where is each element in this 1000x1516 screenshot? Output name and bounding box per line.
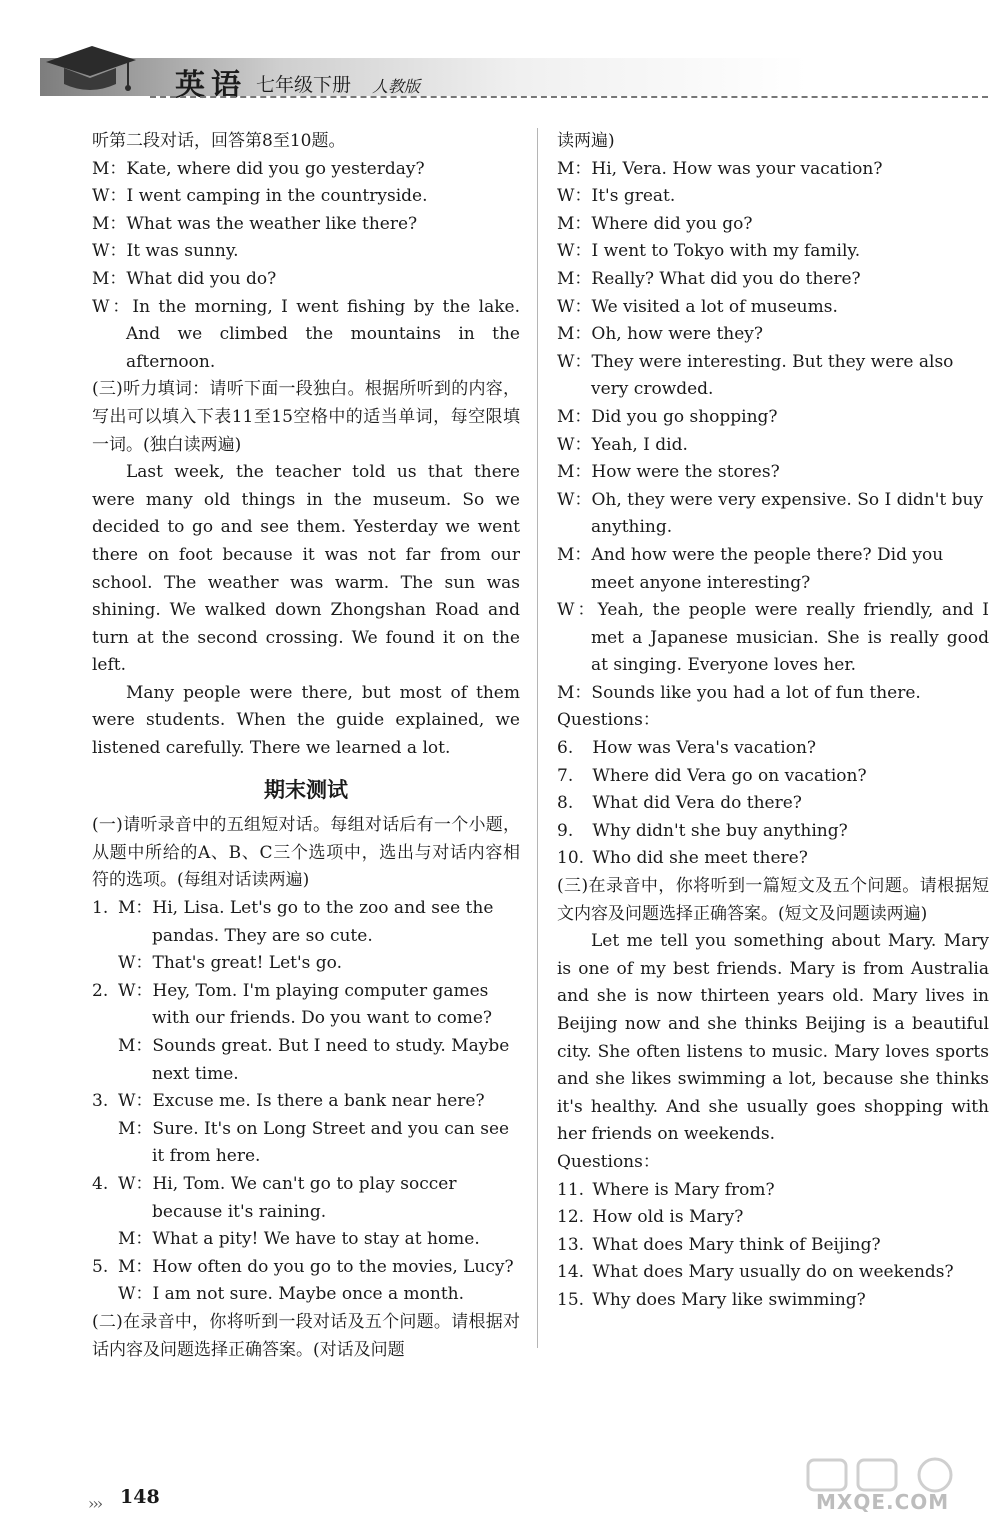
dialog-line: M：Hi, Vera. How was your vacation?: [557, 158, 883, 179]
dialog-line: M：What did you do?: [92, 268, 277, 289]
final-part1-intro: (一)请听录音中的五组短对话。每组对话后有一个小题，从题中所给的A、B、C三个选项中，选出与对话内容相符的选项。(每组对话读两遍): [92, 815, 520, 891]
mary-passage: Let me tell you something about Mary. Mary is one of my best friends. Mary is from Australia and she is now thirteen years old. Mary lives in Beijing now and she thinks Beijing is a beautiful city. She often listens to music. Mary loves sports and she likes swimming a lot, because she thinks it's healthy. And she usually goes shopping with her friends on weekends.: [557, 931, 989, 1145]
dialog-item: 3. W：Excuse me. Is there a bank near here? M：Sure. It's on Long Street and you can see it from here.: [92, 1091, 510, 1167]
question-list-b: [557, 1177, 989, 1315]
dialog-item: 2. W：Hey, Tom. I'm playing computer games with our friends. Do you want to come? M：Sounds great. But I need to study. Maybe next time.: [92, 980, 510, 1084]
part2-dialog: [92, 156, 520, 377]
short-dialogs: [92, 895, 520, 1309]
questions-label: Questions：: [557, 710, 660, 731]
question-item: 12. How old is Mary?: [557, 1207, 744, 1228]
dialog-line: W：It was sunny.: [92, 241, 239, 262]
dialog-line: W：We visited a lot of museums.: [557, 296, 838, 317]
page-header: [0, 0, 1000, 130]
dialog-line: M：Kate, where did you go yesterday?: [92, 158, 425, 179]
dialog-line: M：Did you go shopping?: [557, 406, 778, 427]
dialog-item: 1. M：Hi, Lisa. Let's go to the zoo and see the pandas. They are so cute. W：That's great! Let's go.: [92, 898, 494, 974]
question-item: 7. Where did Vera go on vacation?: [557, 765, 867, 786]
question-list-a: [557, 735, 989, 873]
part2-intro-continued: 读两遍): [557, 131, 615, 151]
dialog-line: M：What was the weather like there?: [92, 213, 418, 234]
question-item: 13. What does Mary think of Beijing?: [557, 1234, 881, 1255]
question-item: 8. What did Vera do there?: [557, 793, 802, 814]
dialog-line: W：In the morning, I went fishing by the lake. And we climbed the mountains in the afternoon.: [92, 296, 520, 372]
dialog-line: M：And how were the people there? Did you meet anyone interesting?: [557, 544, 944, 593]
question-item: 6. How was Vera's vacation?: [557, 738, 817, 759]
questions-label-2: Questions：: [557, 1151, 660, 1172]
column-divider: [537, 128, 538, 1348]
dialog-line: M：Oh, how were they?: [557, 324, 764, 345]
header-rule: [150, 96, 988, 98]
question-item: 10. Who did she meet there?: [557, 848, 808, 869]
dialog-item: 4. W：Hi, Tom. We can't go to play soccer because it's raining. M：What a pity! We have to stay at home.: [92, 1173, 480, 1250]
page-number: 148: [120, 1486, 160, 1508]
graduation-cap-icon: [40, 42, 140, 100]
left-column: [92, 128, 520, 1364]
final-test-title: 期末测试: [264, 777, 348, 802]
dialog-line: W：Yeah, the people were really friendly, and I met a Japanese musician. She is really good at singing. Everyone loves her.: [557, 600, 989, 676]
dialog-line: M：Really? What did you do there?: [557, 268, 861, 289]
question-item: 14. What does Mary usually do on weekends?: [557, 1262, 954, 1283]
final-part2-intro: (二)在录音中，你将听到一段对话及五个问题。请根据对话内容及问题选择正确答案。(对话及问题: [92, 1311, 520, 1360]
vacation-dialog: [557, 156, 989, 708]
header-subject: 英语: [175, 68, 247, 103]
dialog-item: 5. M：How often do you go to the movies, Lucy? W：I am not sure. Maybe once a month.: [92, 1256, 514, 1305]
dialog-line: W：I went to Tokyo with my family.: [557, 241, 861, 262]
dialog-line: M：Where did you go?: [557, 213, 753, 234]
header-edition: 人教版: [372, 77, 421, 96]
dialog-line: M：How were the stores?: [557, 462, 780, 483]
watermark-text: MXQE.COM: [816, 1490, 950, 1514]
chevrons-icon: ›››: [88, 1494, 102, 1513]
dialog-line: W：Oh, they were very expensive. So I didn't buy anything.: [557, 489, 984, 538]
monologue-paragraph-2: Many people were there, but most of them were students. When the guide explained, we listened carefully. There we learned a lot.: [92, 682, 520, 759]
right-column: [557, 128, 989, 1315]
question-item: 9. Why didn't she buy anything?: [557, 820, 848, 841]
part3-intro-right: (三)在录音中，你将听到一篇短文及五个问题。请根据短文内容及问题选择正确答案。(短文及问题读两遍): [557, 876, 989, 924]
dialog-line: W：Yeah, I did.: [557, 434, 688, 455]
dialog-line: W：It's great.: [557, 186, 676, 207]
dialog-line: W：I went camping in the countryside.: [92, 186, 428, 207]
monologue-paragraph-1: Last week, the teacher told us that there were many old things in the museum. So we decided to go and see them. Yesterday we went there on foot because it was not far from our school. The weather was warm. The sun was shining. We walked down Zhongshan Road and turn at the second crossing. We found it on the left.: [92, 462, 520, 676]
dialog-line: W：They were interesting. But they were also very crowded.: [557, 351, 954, 400]
question-item: 11. Where is Mary from?: [557, 1179, 775, 1200]
part2-intro: 听第二段对话，回答第8至10题。: [92, 131, 346, 151]
header-grade: 七年级下册: [256, 74, 352, 96]
part3-intro: (三)听力填词：请听下面一段独白。根据所听到的内容，写出可以填入下表11至15空格中的适当单词，每空限填一词。(独白读两遍): [92, 379, 520, 455]
question-item: 15. Why does Mary like swimming?: [557, 1289, 866, 1310]
dialog-line: M：Sounds like you had a lot of fun there.: [557, 682, 921, 703]
